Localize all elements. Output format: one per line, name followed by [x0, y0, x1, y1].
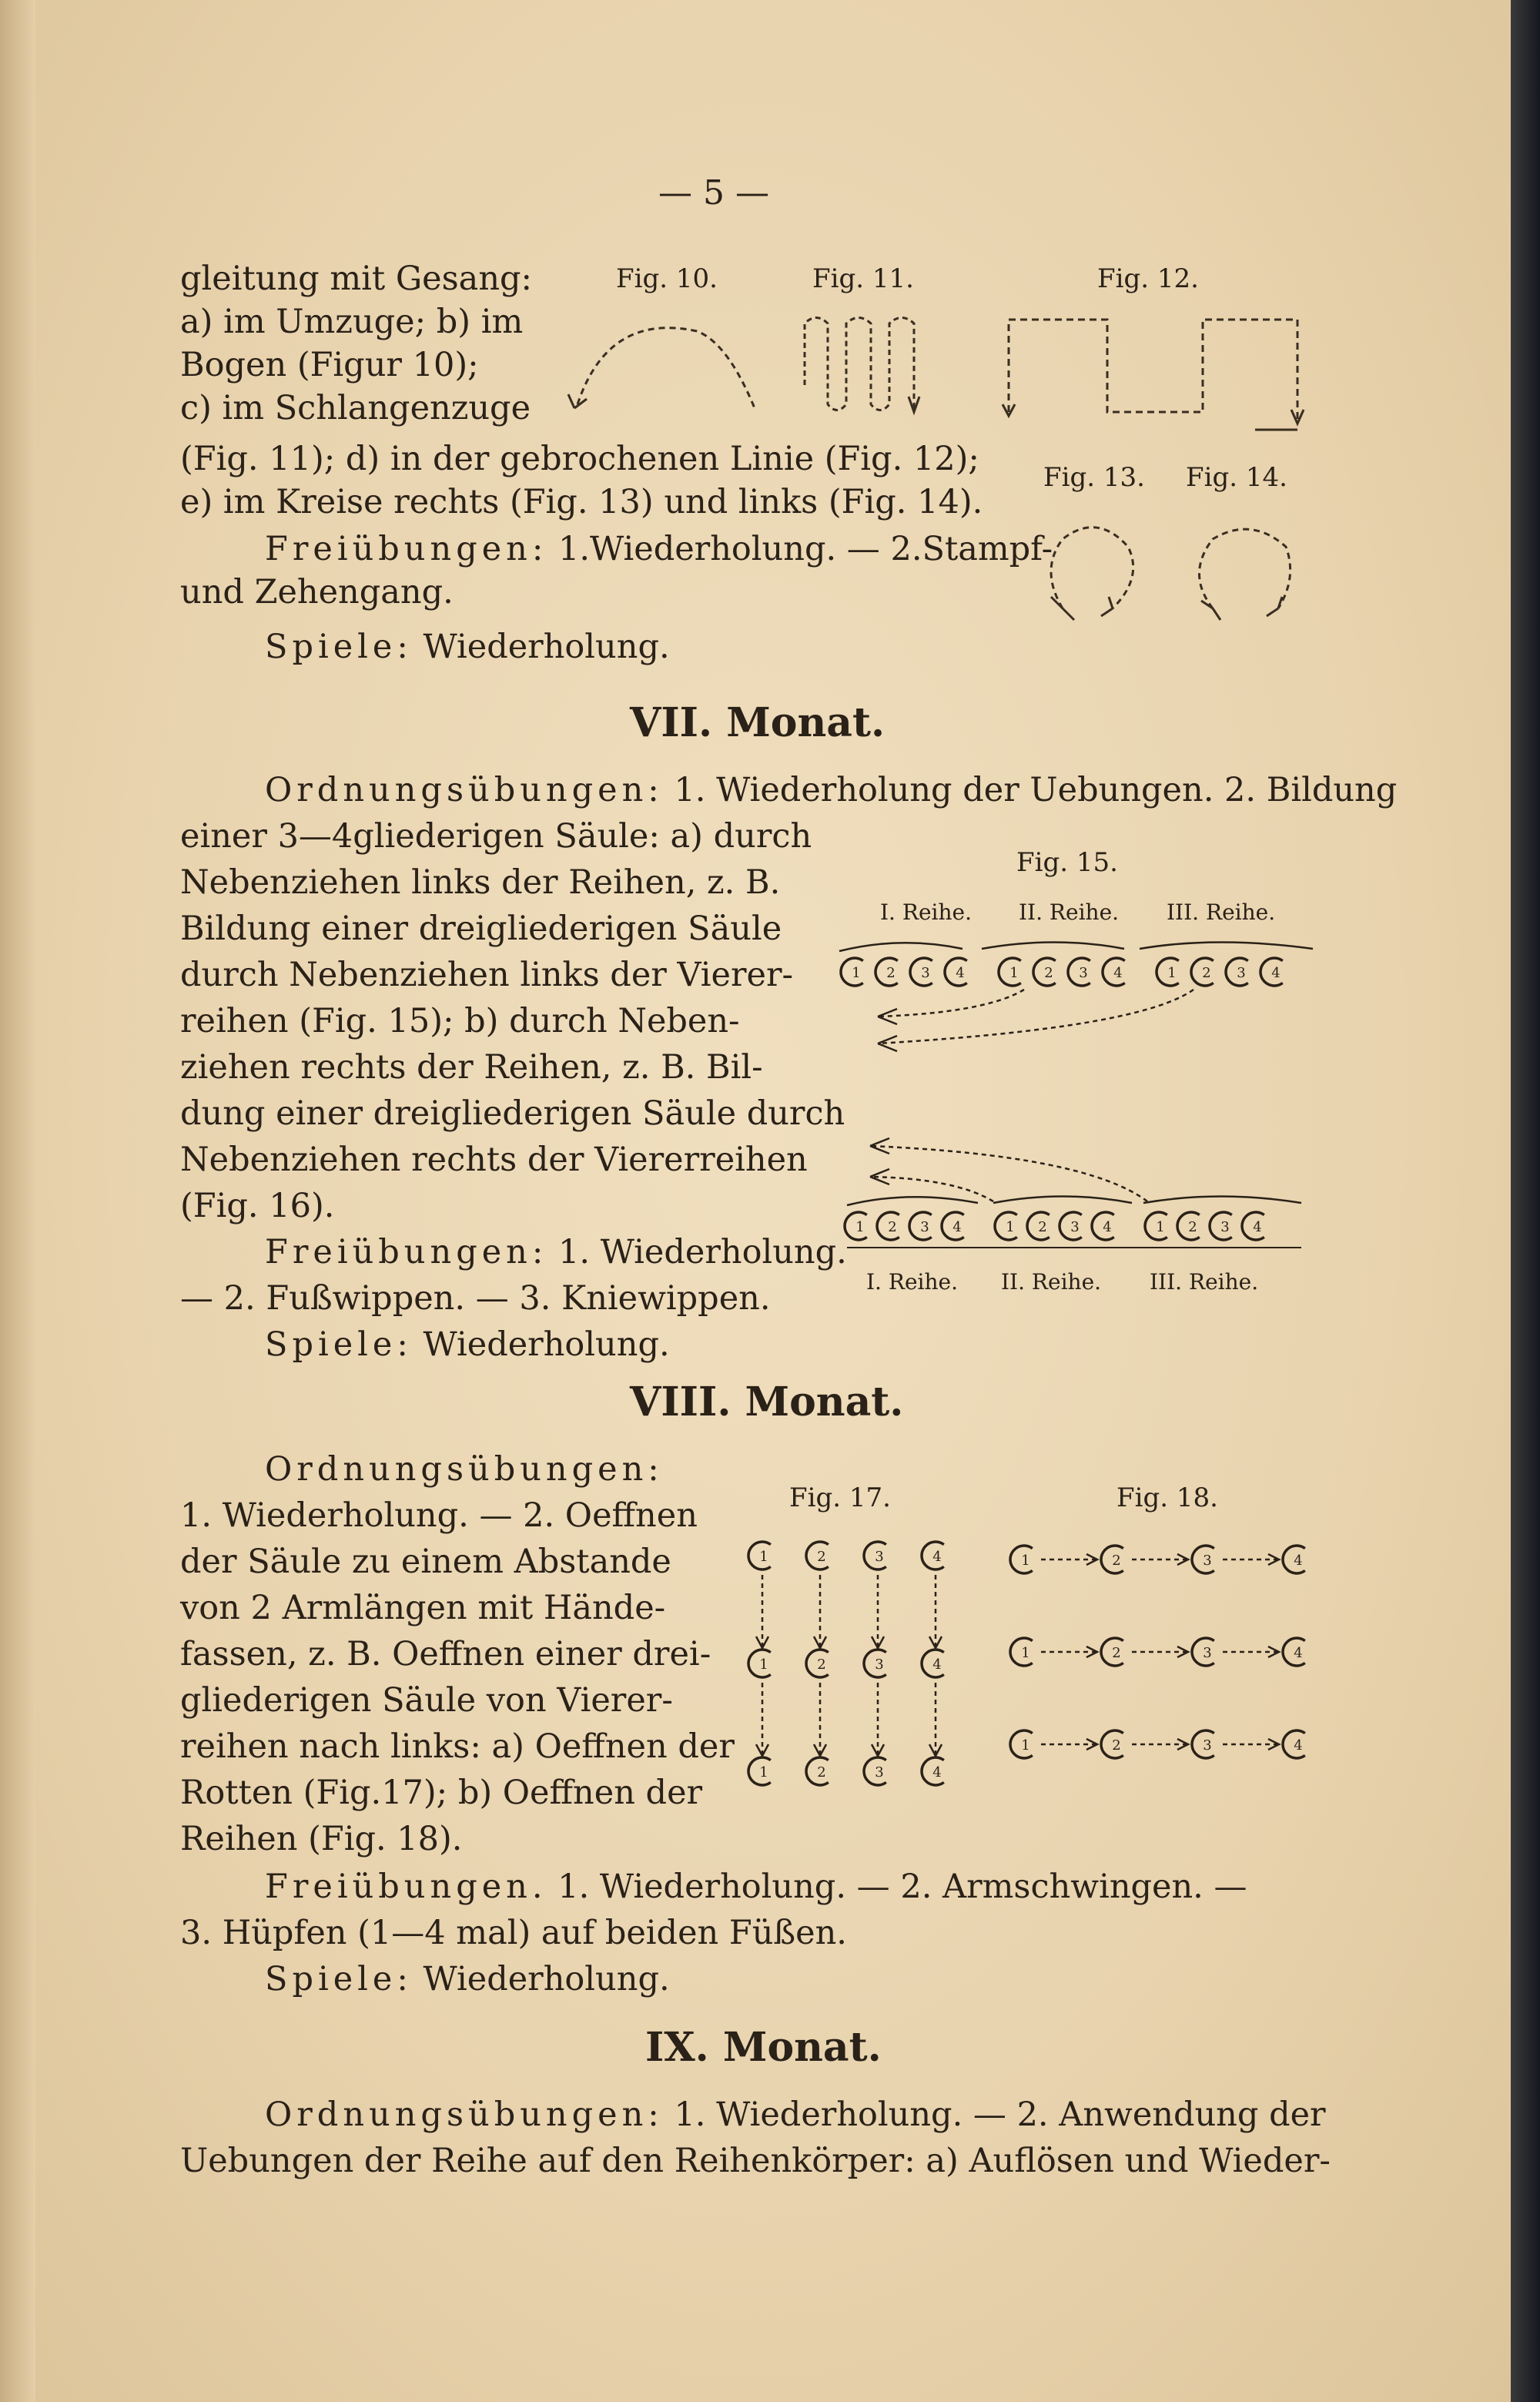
text-line: Bildung einer dreigliederigen Säule — [180, 910, 782, 948]
section-label: Spiele: — [265, 1960, 413, 1998]
person-number: 3 — [920, 1219, 929, 1235]
section-label: Ordnungsübungen: — [265, 771, 664, 809]
text-line: Nebenziehen links der Reihen, z. B. — [180, 863, 781, 902]
person-number: 4 — [932, 1764, 942, 1781]
fig-13-circle-right-diagram — [1040, 516, 1155, 631]
person-mark — [999, 958, 1021, 986]
person-mark — [1192, 1638, 1214, 1666]
person-number: 2 — [1202, 965, 1211, 981]
reihe-label: II. Reihe. — [1001, 1269, 1102, 1295]
person-mark — [806, 1650, 829, 1677]
book-edge-shadow — [1511, 0, 1540, 2402]
person-number: 1 — [759, 1657, 768, 1673]
fig-13-label: Fig. 13. — [1043, 462, 1145, 493]
person-mark — [910, 958, 932, 986]
text-line: (Fig. 11); d) in der gebrochenen Linie (Fig. 12); — [180, 440, 979, 478]
person-number: 4 — [1294, 1737, 1303, 1754]
fig-15-label: Fig. 15. — [1016, 847, 1118, 878]
person-mark — [922, 1757, 944, 1785]
person-mark — [1092, 1212, 1114, 1240]
person-number: 1 — [1167, 965, 1177, 981]
person-number: 3 — [1220, 1219, 1230, 1235]
fig-14-circle-left-diagram — [1182, 516, 1305, 631]
freiuebungen-line — [265, 1865, 1247, 1909]
text-line: fassen, z. B. Oeffnen einer drei- — [180, 1635, 711, 1673]
text-line: gleitung mit Gesang: — [180, 260, 533, 298]
section-label: Ordnungsübungen: — [265, 1450, 664, 1489]
section-label: Freiübungen. — [265, 1868, 547, 1906]
text-line: 3. Hüpfen (1—4 mal) auf beiden Füßen. — [180, 1914, 847, 1952]
person-number: 1 — [1021, 1737, 1030, 1754]
person-number: 2 — [888, 1219, 897, 1235]
person-number: 3 — [1203, 1645, 1212, 1661]
person-mark — [1260, 958, 1283, 986]
person-number: 2 — [1038, 1219, 1047, 1235]
person-mark — [909, 1212, 932, 1240]
text-line: — 2. Fußwippen. — 3. Kniewippen. — [180, 1279, 771, 1318]
section-text: Wiederholung. — [423, 1960, 670, 1998]
text-line: a) im Umzuge; b) im — [180, 303, 524, 341]
person-mark — [1101, 1730, 1123, 1758]
fig-10-arc-diagram — [562, 308, 755, 431]
person-mark — [1010, 1546, 1033, 1573]
person-mark — [922, 1542, 944, 1570]
text-line: e) im Kreise rechts (Fig. 13) und links (Fig. 14). — [180, 483, 983, 521]
person-mark — [1145, 1212, 1167, 1240]
person-mark — [1103, 958, 1125, 986]
person-mark — [1157, 958, 1179, 986]
ordnungsuebungen-line — [265, 769, 1397, 812]
person-number: 4 — [1294, 1553, 1303, 1569]
person-mark — [995, 1212, 1017, 1240]
person-number: 1 — [1021, 1553, 1030, 1569]
fig-11-serpentine-diagram — [797, 308, 932, 416]
person-number: 4 — [952, 1219, 962, 1235]
person-mark — [841, 958, 863, 986]
freiuebungen-line — [265, 1231, 847, 1275]
reihe-label: I. Reihe. — [866, 1269, 958, 1295]
section-text: Wiederholung. — [423, 628, 670, 666]
person-number: 2 — [817, 1657, 826, 1673]
fig-17-label: Fig. 17. — [789, 1482, 891, 1513]
person-mark — [748, 1650, 771, 1677]
spiele-line — [265, 1323, 670, 1367]
person-number: 2 — [817, 1764, 826, 1781]
person-mark — [1226, 958, 1248, 986]
person-mark — [864, 1542, 886, 1570]
spiele-line — [265, 1958, 670, 2002]
diagram-line — [847, 1197, 1301, 1206]
section-label: Freiübungen: — [265, 530, 548, 568]
person-number: 3 — [875, 1764, 884, 1781]
text-line: und Zehengang. — [180, 573, 454, 611]
text-line: reihen nach links: a) Oeffnen der — [180, 1727, 735, 1766]
text-line: Bogen (Figur 10); — [180, 346, 479, 384]
page-number: — 5 — — [658, 173, 769, 213]
person-mark — [1027, 1212, 1050, 1240]
text-line: ziehen rechts der Reihen, z. B. Bil- — [180, 1048, 763, 1087]
diagram-line — [878, 1036, 897, 1051]
section-text: 1. Wiederholung. — [558, 1233, 847, 1271]
person-number: 2 — [886, 965, 896, 981]
section-text: Wiederholung. — [423, 1325, 670, 1364]
ordnungsuebungen-line — [265, 2093, 1326, 2137]
person-mark — [1033, 958, 1056, 986]
diagram-line — [870, 1146, 1147, 1201]
text-line: 1. Wiederholung. — 2. Oeffnen — [180, 1496, 698, 1535]
person-mark — [1060, 1212, 1082, 1240]
person-mark — [864, 1757, 886, 1785]
section-label: Spiele: — [265, 1325, 413, 1364]
person-number: 1 — [1009, 965, 1019, 981]
person-mark — [922, 1650, 944, 1677]
person-number: 2 — [1044, 965, 1053, 981]
person-number: 1 — [1006, 1219, 1015, 1235]
fig-15-column-diagram — [832, 932, 1324, 1063]
person-number: 3 — [875, 1549, 884, 1565]
person-number: 4 — [1103, 1219, 1112, 1235]
person-mark — [1192, 1546, 1214, 1573]
freiuebungen-line — [265, 528, 1053, 571]
person-mark — [1283, 1546, 1305, 1573]
text-line: Nebenziehen rechts der Viererreihen — [180, 1141, 808, 1179]
person-mark — [748, 1542, 771, 1570]
person-number: 3 — [875, 1657, 884, 1673]
fig-14-label: Fig. 14. — [1186, 462, 1287, 493]
fig-12-broken-line-diagram — [993, 308, 1317, 431]
person-mark — [1283, 1730, 1305, 1758]
person-mark — [1101, 1638, 1123, 1666]
person-number: 3 — [921, 965, 930, 981]
spiele-line — [265, 625, 670, 669]
person-number: 4 — [1271, 965, 1281, 981]
text-line: gliederigen Säule von Vierer- — [180, 1681, 673, 1720]
person-mark — [864, 1650, 886, 1677]
person-mark — [942, 1212, 964, 1240]
diagram-line — [839, 943, 1313, 952]
person-number: 1 — [855, 1219, 865, 1235]
person-number: 1 — [759, 1549, 768, 1565]
person-number: 3 — [1203, 1737, 1212, 1754]
month-7-heading: VII. Monat. — [630, 699, 886, 746]
fig-16-column-diagram — [839, 1132, 1317, 1255]
section-label: Ordnungsübungen: — [265, 2095, 664, 2134]
person-number: 3 — [1079, 965, 1088, 981]
text-line: Rotten (Fig.17); b) Oeffnen der — [180, 1774, 703, 1812]
person-number: 4 — [932, 1657, 942, 1673]
section-text: 1.Wiederholung. — 2.Stampf- — [558, 530, 1053, 568]
person-mark — [748, 1757, 771, 1785]
person-mark — [877, 1212, 899, 1240]
person-number: 2 — [1112, 1737, 1121, 1754]
reihe-label: III. Reihe. — [1150, 1269, 1259, 1295]
person-number: 2 — [1188, 1219, 1197, 1235]
reihe-label: III. Reihe. — [1167, 899, 1276, 925]
person-mark — [1068, 958, 1090, 986]
person-mark — [1191, 958, 1214, 986]
person-number: 2 — [1112, 1645, 1121, 1661]
person-mark — [945, 958, 967, 986]
section-label: Spiele: — [265, 628, 413, 666]
person-number: 4 — [956, 965, 965, 981]
person-number: 1 — [852, 965, 861, 981]
ordnungsuebungen-label — [265, 1448, 664, 1492]
person-number: 3 — [1070, 1219, 1080, 1235]
text-line: dung einer dreigliederigen Säule durch — [180, 1094, 845, 1133]
page-spine-shadow — [0, 0, 35, 2402]
text-line: durch Nebenziehen links der Vierer- — [180, 956, 794, 994]
reihe-label: I. Reihe. — [880, 899, 972, 925]
reihe-label: II. Reihe. — [1019, 899, 1120, 925]
person-mark — [806, 1542, 829, 1570]
text-line: von 2 Armlängen mit Hände- — [180, 1589, 666, 1627]
text-line: Uebungen der Reihe auf den Reihenkörper: a) Auflösen und Wieder- — [180, 2142, 1331, 2180]
month-8-heading: VIII. Monat. — [630, 1379, 904, 1425]
text-line: c) im Schlangenzuge — [180, 389, 531, 427]
person-number: 4 — [932, 1549, 942, 1565]
person-mark — [1010, 1638, 1033, 1666]
person-mark — [845, 1212, 867, 1240]
section-label: Freiübungen: — [265, 1233, 548, 1271]
fig-11-label: Fig. 11. — [812, 263, 914, 294]
person-number: 3 — [1237, 965, 1246, 981]
person-mark — [1210, 1212, 1232, 1240]
month-9-heading: IX. Monat. — [645, 2024, 882, 2071]
text-line: (Fig. 16). — [180, 1187, 335, 1225]
person-mark — [1101, 1546, 1123, 1573]
section-text: 1. Wiederholung. — 2. Armschwingen. — — [557, 1868, 1247, 1906]
text-line: reihen (Fig. 15); b) durch Neben- — [180, 1002, 740, 1040]
person-number: 1 — [1156, 1219, 1165, 1235]
person-mark — [875, 958, 898, 986]
section-text: 1. Wiederholung. — 2. Anwendung der — [674, 2095, 1326, 2134]
person-number: 2 — [1112, 1553, 1121, 1569]
person-number: 4 — [1253, 1219, 1262, 1235]
person-number: 3 — [1203, 1553, 1212, 1569]
fig-17-rotten-diagram — [739, 1533, 970, 1787]
person-mark — [806, 1757, 829, 1785]
fig-12-label: Fig. 12. — [1097, 263, 1199, 294]
person-number: 1 — [1021, 1645, 1030, 1661]
person-number: 4 — [1113, 965, 1123, 981]
person-mark — [1177, 1212, 1200, 1240]
text-line: Reihen (Fig. 18). — [180, 1820, 463, 1858]
section-text: 1. Wiederholung der Uebungen. 2. Bildung — [674, 771, 1398, 809]
person-mark — [1010, 1730, 1033, 1758]
person-number: 1 — [759, 1764, 768, 1781]
fig-18-reihen-diagram — [1001, 1533, 1324, 1764]
person-number: 2 — [817, 1549, 826, 1565]
fig-10-label: Fig. 10. — [616, 263, 718, 294]
fig-18-label: Fig. 18. — [1116, 1482, 1218, 1513]
diagram-line — [878, 990, 1194, 1044]
person-number: 4 — [1294, 1645, 1303, 1661]
person-mark — [1283, 1638, 1305, 1666]
text-line: der Säule zu einem Abstande — [180, 1543, 671, 1581]
person-mark — [1192, 1730, 1214, 1758]
diagram-line — [878, 990, 1024, 1017]
text-line: einer 3—4gliederigen Säule: a) durch — [180, 817, 812, 856]
person-mark — [1242, 1212, 1264, 1240]
